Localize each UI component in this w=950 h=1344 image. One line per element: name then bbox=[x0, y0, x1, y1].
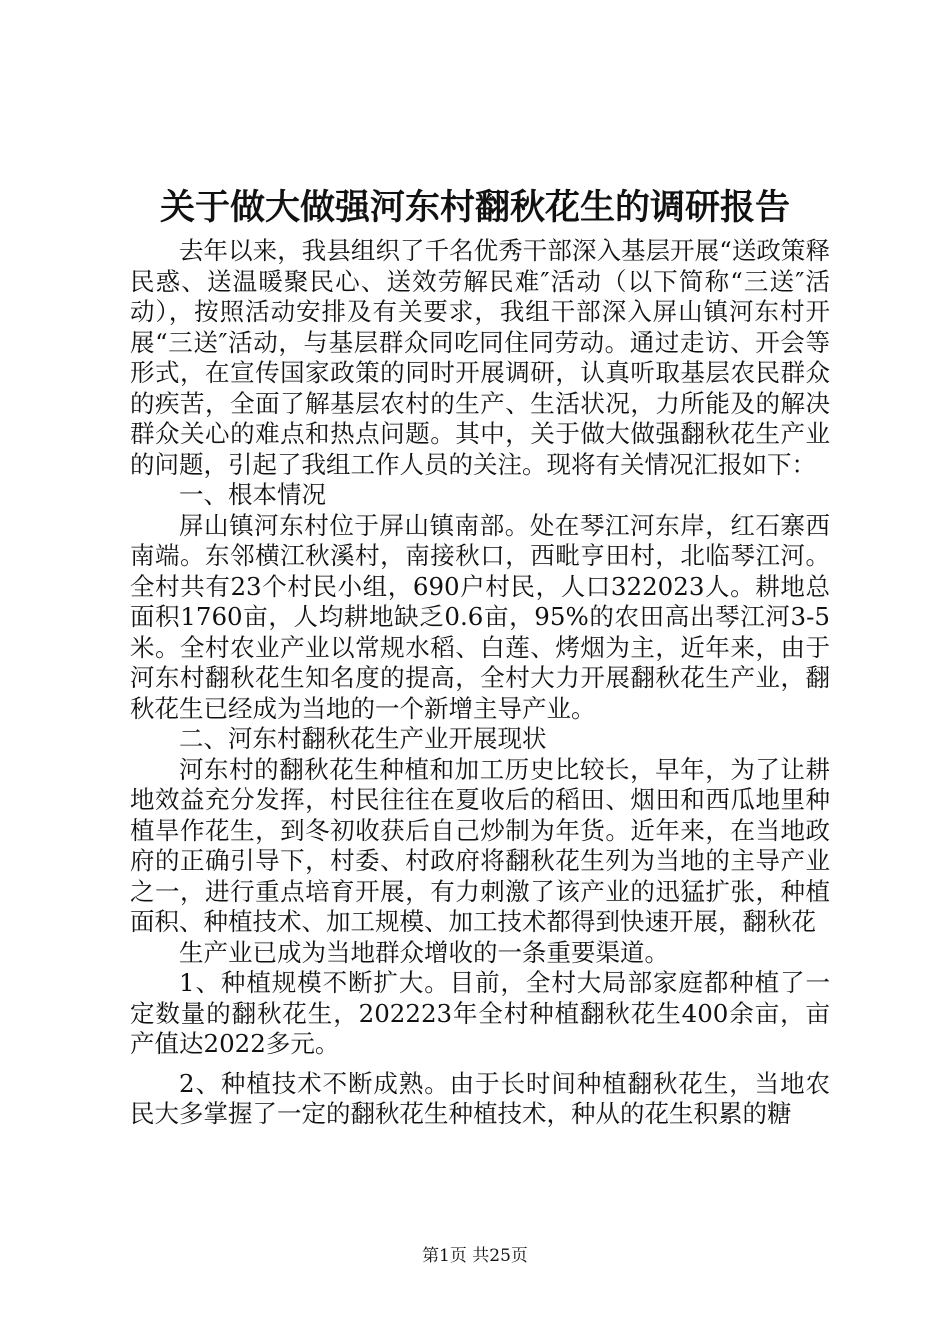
point-2-paragraph: 2、种植技术不断成熟。由于长时间种植翻秋花生，当地农民大多掌握了一定的翻秋花生种植技术，种从的花生积累的糖 bbox=[130, 1068, 830, 1128]
document-body bbox=[130, 236, 830, 1130]
intro-paragraph: 去年以来，我县组织了千名优秀干部深入基层开展“送政策释民惑、送温暖聚民心、送效劳解民难″活动（以下简称“三送″活动），按照活动安排及有关要求，我组干部深入屏山镇河东村开展“三送″活动，与基层群众同吃同住同劳动。通过走访、开会等形式，在宣传国家政策的同时开展调研，认真听取基层农民群众的疾苦，全面了解基层农村的生产、生活状况，力所能及的解决群众关心的难点和热点问题。其中，关于做大做强翻秋花生产业的问题，引起了我组工作人员的关注。现将有关情况汇报如下： bbox=[130, 236, 830, 479]
page-number-footer: 第1页 共25页 bbox=[422, 1246, 528, 1266]
section-heading-basic-situation: 一、根本情况 bbox=[179, 480, 326, 509]
section-heading-industry-status: 二、河东村翻秋花生产业开展现状 bbox=[179, 724, 547, 753]
basic-situation-paragraph: 屏山镇河东村位于屏山镇南部。处在琴江河东岸，红石寨西南端。东邻横江秋溪村，南接秋口，西毗亨田村，北临琴江河。全村共有23个村民小组，690户村民，人口322023人。耕地总面积1760亩，人均耕地缺乏0.6亩，95%的农田高出琴江河3-5米。全村农业产业以常规水稻、白莲、烤烟为主，近年来，由于河东村翻秋花生知名度的提高，全村大力开展翻秋花生产业，翻秋花生已经成为当地的一个新增主导产业。 bbox=[130, 510, 830, 723]
industry-status-paragraph: 河东村的翻秋花生种植和加工历史比较长，早年，为了让耕地效益充分发挥，村民往往在夏收后的稻田、烟田和西瓜地里种植旱作花生，到冬初收获后自己炒制为年货。近年来，在当地政府的正确引导下，村委、村政府将翻秋花生列为当地的主导产业之一，进行重点培育开展，有力刺激了该产业的迅猛扩张，种植面积、种植技术、加工规模、加工技术都得到快速开展，翻秋花 bbox=[130, 754, 830, 936]
industry-status-continuation: 生产业已成为当地群众增收的一条重要渠道。 bbox=[179, 937, 669, 967]
document-title: 关于做大做强河东村翻秋花生的调研报告 bbox=[159, 187, 790, 228]
point-1-paragraph: 1、种植规模不断扩大。目前，全村大局部家庭都种植了一定数量的翻秋花生，202223年全村种植翻秋花生400余亩，亩产值达2022多元。 bbox=[130, 968, 830, 1058]
